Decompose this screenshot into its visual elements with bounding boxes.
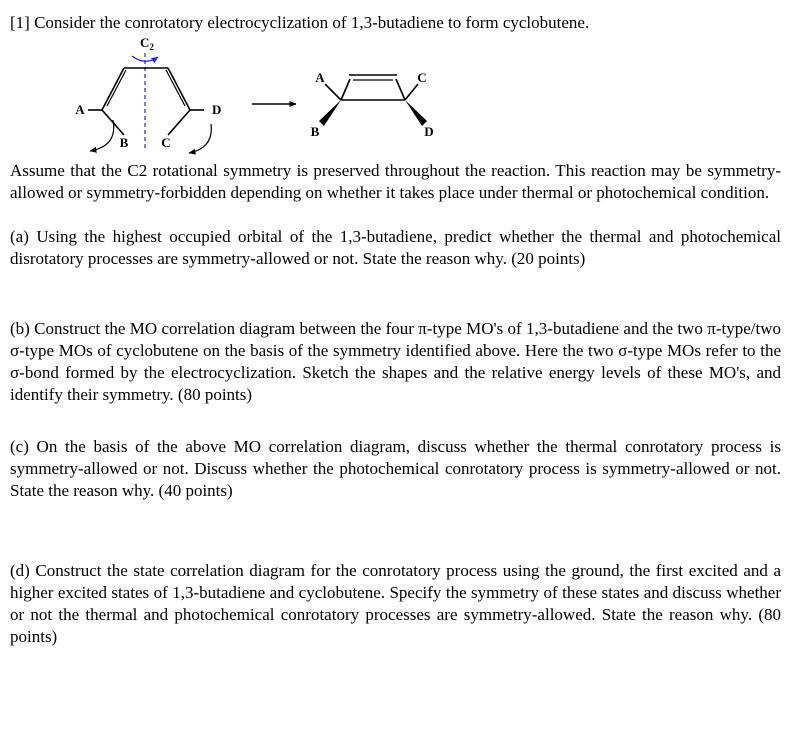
double-bond-c3c4-inner [166, 70, 185, 106]
cyclobutene-structure [311, 70, 434, 139]
product-substituent-c-label: C [417, 70, 427, 85]
conrotation-arrow-left-icon [90, 120, 114, 151]
product-substituent-d-label: D [424, 124, 434, 139]
problem-title: [1] Consider the conrotatory electrocyclization of 1,3-butadiene to form cyclobutene. [10, 13, 590, 32]
ring-bond-left [341, 79, 350, 100]
double-bond-c1c2-inner [107, 70, 126, 106]
c2-axis-label: $C_2$ [140, 35, 154, 52]
reactant-substituent-a-label: A [75, 102, 85, 117]
butadiene-structure [75, 68, 221, 153]
paragraph-d: (d) Construct the state correlation diagram for the conrotatory process using the ground, the first excited and a higher excited states of 1,3-butadiene and cyclobutene. Specify the symmetry of these states and discuss whether or not the thermal and photochemical conrotatory processes are symmetry-allowed. State the reason why. (80 points) [10, 561, 781, 646]
paragraph-assume: Assume that the C2 rotational symmetry is preserved throughout the reaction. This reaction may be symmetry-allowed or symmetry-forbidden depending on whether it takes place under thermal or photochemical condition. [10, 161, 781, 202]
reactant-substituent-b-label: B [119, 135, 129, 150]
double-bond-c3c4 [168, 68, 190, 110]
reactant-substituent-d-label: D [212, 102, 222, 117]
paragraph-a: (a) Using the highest occupied orbital of the 1,3-butadiene, predict whether the thermal and photochemical disrotatory processes are symmetry-allowed or not. State the reason why. (20 points) [10, 227, 781, 268]
paragraph-b: (b) Construct the MO correlation diagram between the four π-type MO's of 1,3-butadiene and the two π-type/two σ-type MOs of cyclobutene on the basis of the symmetry identified above. Here the two σ-type MOs refer to the σ-bond formed by the electrocyclization. Sketch the shapes and the relative energy levels of these MO's, and identify their symmetry. (80 points) [10, 319, 781, 404]
paragraph-c: (c) On the basis of the above MO correlation diagram, discuss whether the thermal conrotatory process is symmetry-allowed or not. Discuss whether the photochemical conrotatory process is symmetry-allowed or not. State the reason why. (40 points) [10, 437, 781, 500]
product-bond-c [405, 84, 418, 100]
bond-c [168, 110, 190, 135]
product-substituent-a-label: A [315, 70, 325, 85]
product-bond-a [325, 84, 341, 100]
document-page [10, 12, 781, 648]
conrotation-arrow-right-icon [189, 124, 211, 153]
product-wedge-bond-d [405, 100, 427, 126]
c2-axis [132, 35, 158, 150]
double-bond-c1c2 [102, 68, 124, 110]
product-wedge-bond-b [319, 100, 341, 126]
product-substituent-b-label: B [310, 124, 320, 139]
reaction-scheme-svg [56, 34, 456, 160]
reaction-scheme [10, 34, 781, 160]
ring-bond-right [396, 79, 405, 100]
reactant-substituent-c-label: C [161, 135, 171, 150]
